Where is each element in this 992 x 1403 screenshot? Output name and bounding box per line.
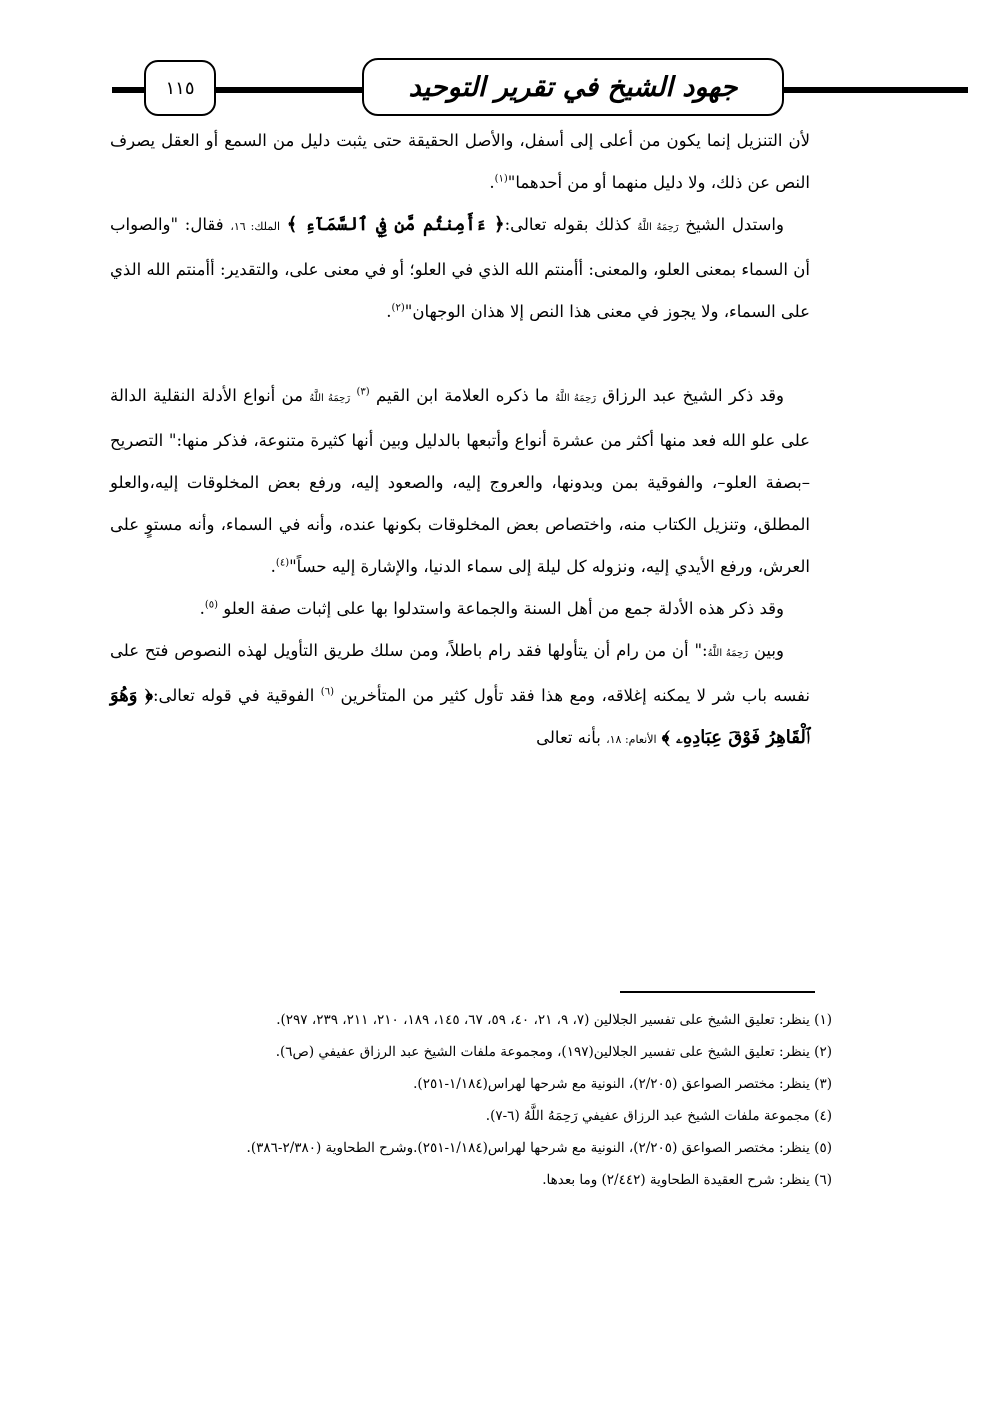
verse-citation: الأنعام: ١٨،	[606, 733, 657, 746]
footnote-4: (٤) مجموعة ملفات الشيخ عبد الرزاق عفيفي رَحِمَهُ اللَّهُ (٦-٧).	[485, 1108, 832, 1124]
paragraph-5	[110, 630, 810, 761]
paragraph-1: لأن التنزيل إنما يكون من أعلى إلى أسفل، والأصل الحقيقة حتى يثبت دليل من السمع أو العقل يصرف النص عن ذلك، ولا دليل منهما أو من أحدهما"$^{(١)}$.	[110, 131, 810, 192]
paragraph-5-text-b: :" أن من رام أن يتأولها فقد رام باطلاً، ومن سلك طريق التأويل لهذه النصوص فتح على نفسه باب شر لا يمكنه إغلاقه، ومع هذا فقد تأول كثير من المتأخرين	[110, 641, 810, 705]
paragraph-3: وقد ذكر الشيخ عبد الرزاق رَحِمَهُ اللَّهُ ما ذكره العلامة ابن القيم $^{(٣)}$ رَحِمَهُ اللَّهُ من أنواع الأدلة النقلية الدالة على علو الله فعد منها أكثر من عشرة أنواع وأتبعها بالدليل وبين أنها كثيرة متنوعة، فذكر منها:" التصريح –بصفة العلو–، والفوقية بمن وبدونها، والعروج إليه، والصعود إليه، ورفع بعض المخلوقات إليه،والعلو المطلق، وتنزيل الكتاب منه، واختصاص بعض المخلوقات بكونها عنده، وأنه في السماء، وأنه مستوٍ على العرش، ورفع الأيدي إليه، ونزوله كل ليلة إلى سماء الدنيا، والإشارة إليه حساً"$^{(٤)}$.	[110, 386, 810, 576]
running-title: جهود الشيخ في تقرير التوحيد	[362, 58, 784, 116]
honorific: رَحِمَهُ اللَّهُ	[637, 222, 679, 233]
footnote-separator	[620, 991, 815, 993]
paragraph-gap	[110, 333, 810, 375]
main-text	[110, 120, 810, 761]
paragraph-2-text-a: واستدل الشيخ	[685, 215, 784, 234]
honorific: رَحِمَهُ اللَّهُ	[309, 393, 351, 404]
footnote-5: (٥) ينظر: مختصر الصواعق (٢/٢٠٥)، النونية مع شرحها لهراس(١/١٨٤-٢٥١).وشرح الطحاوية (٢/٣٨٠-٣٨٦).	[246, 1140, 832, 1156]
footnote-2: (٢) ينظر: تعليق الشيخ على تفسير الجلالين(١٩٧)، ومجموعة ملفات الشيخ عبد الرزاق عفيفي (ص٦).	[275, 1044, 832, 1060]
honorific: رَحِمَهُ اللَّهُ	[707, 648, 749, 659]
paragraph-3-text-c: من أنواع الأدلة النقلية الدالة على علو الله فعد منها أكثر من عشرة أنواع وأتبعها بالدليل وبين أنها كثيرة متنوعة، فذكر منها:" التصريح –بصفة العلو–، والفوقية بمن وبدونها، والعروج إليه، والصعود إليه، ورفع بعض المخلوقات إليه،والعلو المطلق، وتنزيل الكتاب منه، واختصاص بعض المخلوقات بكونها عنده، وأنه في السماء، وأنه مستوٍ على العرش، ورفع الأيدي إليه، ونزوله كل ليلة إلى سماء الدنيا، والإشارة إليه حساً"	[110, 386, 810, 576]
footnote-6: (٦) ينظر: شرح العقيدة الطحاوية (٢/٤٤٢) وما بعدها.	[542, 1172, 832, 1188]
footnote-ref-5: (٥)	[204, 599, 219, 611]
paragraph-3-text-a: وقد ذكر الشيخ عبد الرزاق	[602, 386, 785, 405]
footnotes	[110, 1004, 832, 1196]
footnote-1: (١) ينظر: تعليق الشيخ على تفسير الجلالين (٧، ٩، ٢١، ٤٠، ٥٩، ٦٧، ١٤٥، ١٨٩، ٢١٠، ٢١١، ٢٣٩، ٢٩٧).	[276, 1012, 832, 1028]
footnote-ref-1: (١)	[494, 173, 508, 185]
paragraph-5-text-c: الفوقية في قوله تعالى:	[152, 686, 315, 705]
footnote-ref-2: (٢)	[391, 302, 405, 314]
paragraph-2-text-c: فقال: "والصواب أن السماء بمعنى العلو، والمعنى: أأمنتم الله الذي في العلو؛ أو في معنى على، والتقدير: أأمنتم الله الذي على السماء، ولا يجوز في معنى هذا النص إلا هذان الوجهان"	[110, 215, 810, 321]
paragraph-1-text: لأن التنزيل إنما يكون من أعلى إلى أسفل، والأصل الحقيقة حتى يثبت دليل من السمع أو العقل يصرف النص عن ذلك، ولا دليل منهما أو من أحدهما"	[110, 131, 810, 192]
paragraph-4-text: وقد ذكر هذه الأدلة جمع من أهل السنة والجماعة واستدلوا بها على إثبات صفة العلو	[223, 599, 784, 618]
verse-citation: الملك: ١٦،	[230, 220, 281, 233]
quran-verse: ﴿ ءَأَمِنتُم مَّن فِي ٱلسَّمَآءِ ﴾	[286, 214, 505, 235]
paragraph-2: واستدل الشيخ رَحِمَهُ اللَّهُ كذلك بقوله تعالى:﴿ ءَأَمِنتُم مَّن فِي ٱلسَّمَآءِ ﴾ الملك: ١٦، فقال: "والصواب أن السماء بمعنى العلو، والمعنى: أأمنتم الله الذي في العلو؛ أو في معنى على، والتقدير: أأمنتم الله الذي على السماء، ولا يجوز في معنى هذا النص إلا هذان الوجهان"$^{(٢)}$.	[110, 214, 810, 321]
paragraph-2-text-b: كذلك بقوله تعالى:	[504, 215, 631, 234]
footnote-3: (٣) ينظر: مختصر الصواعق (٢/٢٠٥)، النونية مع شرحها لهراس(١/١٨٤-٢٥١).	[413, 1076, 832, 1092]
paragraph-5-text-d: بأنه تعالى	[536, 728, 601, 747]
quran-verse: ﴿ وَهُوَ ٱلْقَاهِرُ فَوْقَ عِبَادِهِۦ ﴾	[110, 685, 810, 748]
footnote-ref-3: (٣)	[356, 386, 370, 398]
footnote-ref-4: (٤)	[275, 557, 290, 569]
page-number: ١١٥	[144, 60, 216, 116]
honorific: رَحِمَهُ اللَّهُ	[555, 393, 597, 404]
paragraph-3-text-b: ما ذكره العلامة ابن القيم	[376, 386, 549, 405]
paragraph-4: وقد ذكر هذه الأدلة جمع من أهل السنة والجماعة واستدلوا بها على إثبات صفة العلو $^{(٥)}$.	[199, 599, 784, 618]
paragraph-5-text-a: وبين	[753, 641, 784, 660]
footnote-ref-6: (٦)	[320, 686, 334, 698]
